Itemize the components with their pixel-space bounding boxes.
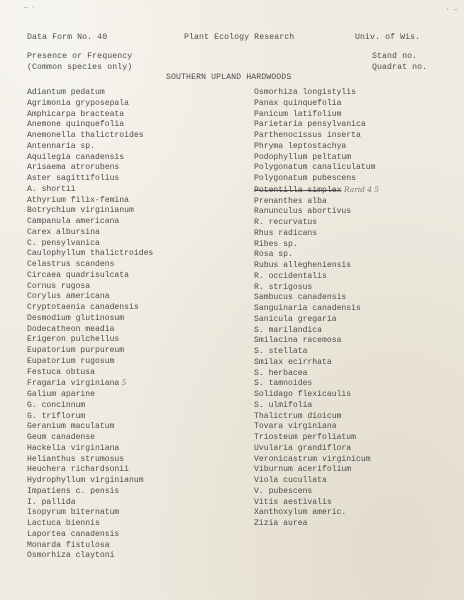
species-name: Monarda fistulosa <box>27 540 110 550</box>
species-item <box>27 325 153 336</box>
section-title: SOUTHERN UPLAND HARDWOODS <box>166 73 292 82</box>
species-item <box>254 304 379 315</box>
species-item <box>254 390 379 401</box>
species-name: Zizia aurea <box>254 519 308 528</box>
presence-label: Presence or Frequency <box>27 52 133 61</box>
species-item <box>27 455 153 466</box>
species-item <box>27 88 153 99</box>
species-item <box>254 508 379 519</box>
species-name: R. strigosus <box>254 282 313 292</box>
species-item <box>254 487 379 498</box>
species-item <box>27 142 153 153</box>
species-item <box>254 131 379 142</box>
species-item <box>27 444 153 455</box>
species-item <box>254 519 379 530</box>
species-item <box>254 250 379 261</box>
species-item <box>254 326 379 337</box>
species-name: Hydrophyllum virginianum <box>27 476 144 485</box>
species-name: Desmodium glutinosum <box>27 313 125 323</box>
species-name: Carex albursina <box>27 227 100 237</box>
species-list-left <box>27 88 153 562</box>
species-name: Smilacina racemosa <box>254 336 342 346</box>
species-name: Festuca obtusa <box>27 367 95 377</box>
species-name: S. tamnoides <box>254 379 313 389</box>
species-item <box>27 239 153 250</box>
species-item <box>27 99 153 110</box>
species-item <box>27 271 153 282</box>
species-item <box>27 346 153 357</box>
handwritten-note: Rarid 4 5 <box>341 184 380 194</box>
species-name: Tovara virginiana <box>254 422 337 432</box>
university-label: Univ. of Wis. <box>355 33 421 42</box>
species-item <box>27 174 153 185</box>
species-name: Hackelia virginiana <box>27 443 120 453</box>
species-item <box>254 272 379 283</box>
species-name: G. concinnum <box>27 400 86 410</box>
form-label: Data Form No. 40 <box>27 33 108 42</box>
species-item <box>27 228 153 239</box>
species-name: Sanguinaria canadensis <box>254 304 361 313</box>
species-item <box>27 260 153 271</box>
species-name: Osmorhiza longistylis <box>254 88 356 97</box>
species-item <box>27 292 153 303</box>
species-name: Potentilla simplex <box>254 185 342 195</box>
species-name: R. recurvatus <box>254 218 318 227</box>
species-item <box>27 401 153 412</box>
species-item <box>254 498 379 509</box>
quadrat-number-label: Quadrat no. <box>372 63 428 72</box>
species-name: Aquilegia canadensis <box>27 152 125 162</box>
species-item <box>254 207 379 218</box>
species-name: C. pensylvanica <box>27 238 100 248</box>
species-item <box>27 163 153 174</box>
species-name: Eupatorium purpureum <box>27 346 125 355</box>
species-name: Parthenocissus inserta <box>254 131 361 140</box>
species-item <box>27 249 153 260</box>
species-item <box>27 314 153 325</box>
species-name: Xanthoxylum americ. <box>254 508 347 518</box>
species-item <box>254 283 379 294</box>
species-name: G. triflorum <box>27 411 86 421</box>
species-name: Lactuca biennis <box>27 519 100 528</box>
species-item <box>27 422 153 433</box>
species-name: Geranium maculatum <box>27 422 115 432</box>
species-name: Helianthus strumosus <box>27 454 125 464</box>
species-item <box>27 508 153 519</box>
species-name: Erigeron pulchellus <box>27 335 120 345</box>
species-name: Ribes sp. <box>254 239 298 249</box>
species-name: Triosteum perfoliatum <box>254 433 356 442</box>
species-item <box>27 110 153 121</box>
species-name: Sambucus canadensis <box>254 293 347 303</box>
species-name: Circaea quadrisulcata <box>27 270 129 280</box>
species-name: Dodecatheon meadia <box>27 324 115 334</box>
species-name: Caulophyllum thalictroides <box>27 249 154 259</box>
species-name: S. herbacea <box>254 368 308 378</box>
species-name: Agrimonia gryposepala <box>27 98 129 108</box>
species-item <box>254 153 379 164</box>
species-item <box>254 433 379 444</box>
species-item <box>254 142 379 153</box>
species-name: Rubus allegheniensis <box>254 261 352 270</box>
species-name: A. shortii <box>27 184 76 194</box>
species-name: Adiantum pedatum <box>27 88 105 97</box>
species-item <box>27 465 153 476</box>
species-item <box>27 412 153 423</box>
species-item <box>254 240 379 251</box>
species-item <box>27 378 153 390</box>
species-item <box>27 131 153 142</box>
corner-mark: — · <box>24 4 35 11</box>
species-name: Podophyllum peltatum <box>254 152 352 162</box>
species-name: Aster sagittifolius <box>27 174 120 183</box>
species-name: Campanula americana <box>27 217 120 226</box>
species-item <box>254 229 379 240</box>
species-name: Parietaria pensylvanica <box>254 120 366 130</box>
species-name: Laportea canadensis <box>27 529 120 539</box>
species-name: Panax quinquefolia <box>254 98 342 108</box>
species-name: Impatiens c. pensis <box>27 486 120 496</box>
species-name: Geum canadense <box>27 433 95 442</box>
species-name: Polygonatum pubescens <box>254 174 356 183</box>
species-name: Galium aparine <box>27 390 95 399</box>
species-name: Vitis aestivalis <box>254 497 332 507</box>
species-item <box>27 530 153 541</box>
species-item <box>254 99 379 110</box>
species-item <box>27 551 153 562</box>
species-item <box>27 433 153 444</box>
species-item <box>254 422 379 433</box>
species-item <box>27 368 153 379</box>
species-item <box>27 541 153 552</box>
species-item <box>254 88 379 99</box>
species-name: S. marilandica <box>254 325 322 335</box>
species-name: Antennaria sp. <box>27 141 95 151</box>
species-name: Ranunculus abortivus <box>254 207 352 217</box>
species-item <box>254 358 379 369</box>
species-item <box>254 163 379 174</box>
species-item <box>27 335 153 346</box>
species-item <box>27 185 153 196</box>
species-item <box>254 444 379 455</box>
species-name: Anemonella thalictroides <box>27 131 144 140</box>
species-name: Isopyrum biternatum <box>27 508 120 518</box>
species-name: Osmorhiza claytoni <box>27 551 115 561</box>
species-name: Thalictrum dioicum <box>254 411 342 421</box>
species-name: Botrychium virginianum <box>27 206 134 216</box>
species-item <box>27 487 153 498</box>
species-name: Solidago flexicaulis <box>254 390 352 399</box>
species-item <box>27 282 153 293</box>
species-item <box>254 261 379 272</box>
species-item <box>27 153 153 164</box>
species-item <box>27 498 153 509</box>
species-name: V. pubescens <box>254 486 313 496</box>
species-item <box>27 519 153 530</box>
species-name: Veronicastrum virginicum <box>254 454 371 464</box>
species-name: Eupatorium rugosum <box>27 356 115 366</box>
species-name: Athyrium filix-femina <box>27 195 129 205</box>
species-name: Viburnum acerifolium <box>254 465 352 475</box>
species-name: Heuchera richardsonii <box>27 465 129 475</box>
species-item <box>254 218 379 229</box>
species-item <box>254 174 379 185</box>
species-item <box>27 206 153 217</box>
species-item <box>27 217 153 228</box>
species-name: Sanicula gregaria <box>254 314 337 324</box>
species-name: Cryptotaenia canadensis <box>27 303 139 312</box>
species-name: Uvularia grandiflora <box>254 443 352 453</box>
species-name: Anemone quinquefolia <box>27 120 125 130</box>
species-name: Amphicarpa bracteata <box>27 109 125 119</box>
species-name: Rosa sp. <box>254 250 293 260</box>
species-name: Rhus radicans <box>254 228 318 238</box>
species-item <box>254 412 379 423</box>
species-name: Viola cucullata <box>254 476 327 485</box>
species-item <box>254 315 379 326</box>
species-item <box>27 196 153 207</box>
stand-number-label: Stand no. <box>372 52 418 61</box>
species-item <box>254 293 379 304</box>
species-item <box>27 303 153 314</box>
species-item <box>254 369 379 380</box>
species-item <box>27 120 153 131</box>
species-name: Panicum latifolium <box>254 109 342 119</box>
species-item <box>254 379 379 390</box>
form-title: Plant Ecology Research <box>184 33 295 42</box>
species-name: S. stellata <box>254 347 308 356</box>
species-name: Celastrus scandens <box>27 260 115 269</box>
handwritten-note: 5 <box>119 378 127 388</box>
species-item <box>254 120 379 131</box>
species-name: Corylus americana <box>27 292 110 302</box>
species-name: R. occidentalis <box>254 271 327 281</box>
species-item <box>254 455 379 466</box>
species-item <box>254 347 379 358</box>
species-item <box>27 390 153 401</box>
species-name: S. ulmifolia <box>254 400 313 410</box>
species-item <box>27 357 153 368</box>
species-item <box>254 197 379 208</box>
species-list-right <box>254 88 379 530</box>
species-name: Cornus rugosa <box>27 281 91 291</box>
species-name: Phryma leptostachya <box>254 141 347 151</box>
corner-mark-right: · — <box>445 6 458 14</box>
species-item <box>254 401 379 412</box>
species-name: Prenanthes alba <box>254 196 327 206</box>
species-item <box>254 336 379 347</box>
species-item <box>254 110 379 121</box>
species-name: Arisaema atrorubens <box>27 163 120 173</box>
species-item <box>254 465 379 476</box>
species-name: Polygonatum canaliculatum <box>254 163 376 173</box>
species-item <box>254 476 379 487</box>
species-item <box>27 476 153 487</box>
species-name: Smilax ecirrhata <box>254 357 332 367</box>
species-name: I. pallida <box>27 497 76 507</box>
species-item <box>254 185 379 197</box>
presence-sublabel: (Common species only) <box>27 63 133 72</box>
species-name: Fragaria virginiana <box>27 379 120 389</box>
